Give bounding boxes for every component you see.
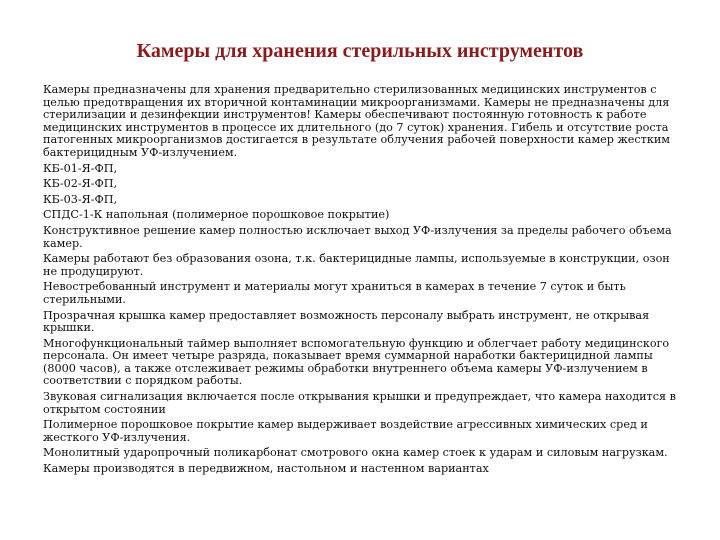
- paragraph-ozone: Камеры работают без образования озона, т.к. бактерицидные лампы, используемые в конструкции, озон не продуцируют.: [43, 252, 670, 278]
- slide-title: Камеры для хранения стерильных инструментов: [136, 40, 584, 62]
- model-kb-01: КБ-01-Я-ФП,: [43, 161, 118, 175]
- paragraph-coating: Полимерное порошковое покрытие камер выдерживает воздействие агрессивных химических сред и жесткого УФ-излучения.: [43, 418, 648, 444]
- paragraph-intro: Камеры предназначены для хранения предварительно стерилизованных медицинских инструментов с целью предотвращения их вторичной контаминации микроорганизмами. Камеры не предназначены для стерилизации и дезинфекции инструментов! Камеры обеспечивают постоянную готовность к работе медицинских инструментов в процессе их длительного (до 7 суток) хранения. Гибель и отсутствие роста патогенных микроорганизмов достигается в результате облучения рабочей поверхности камер жестким бактерицидным УФ-излучением.: [43, 83, 670, 159]
- model-spds: СПДС-1-К напольная (полимерное порошковое покрытие): [43, 208, 390, 222]
- paragraph-design: Конструктивное решение камер полностью исключает выход УФ-излучения за пределы рабочего объема камер.: [43, 223, 672, 250]
- model-kb-02: КБ-02-Я-ФП,: [43, 177, 118, 191]
- paragraph-polycarbonate: Монолитный ударопрочный поликарбонат смотрового окна камер стоек к ударам и силовым нагрузкам.: [43, 446, 668, 460]
- paragraph-timer: Многофункциональный таймер выполняет вспомогательную функцию и облегчает работу медицинского персонала. Он имеет четыре разряда, показывает время суммарной наработки бактерицидной лампы (8000 часов), а также отслеживает режимы обработки внутреннего объема камеры УФ-излучением в соответствии с порядком работы.: [43, 336, 670, 388]
- paragraph-lid: Прозрачная крышка камер предоставляет возможность персоналу выбрать инструмент, не открывая крышки.: [43, 308, 650, 335]
- model-kb-03: КБ-03-Я-ФП,: [43, 192, 118, 206]
- paragraph-alarm: Звуковая сигнализация включается после открывания крышки и предупреждает, что камера находится в открытом состоянии: [43, 390, 676, 416]
- paragraph-variants: Камеры производятся в передвижном, настольном и настенном вариантах: [43, 462, 489, 476]
- paragraph-storage: Невостребованный инструмент и материалы могут храниться в камерах в течение 7 суток и быть стерильными.: [43, 280, 626, 306]
- slide-body: [43, 84, 683, 479]
